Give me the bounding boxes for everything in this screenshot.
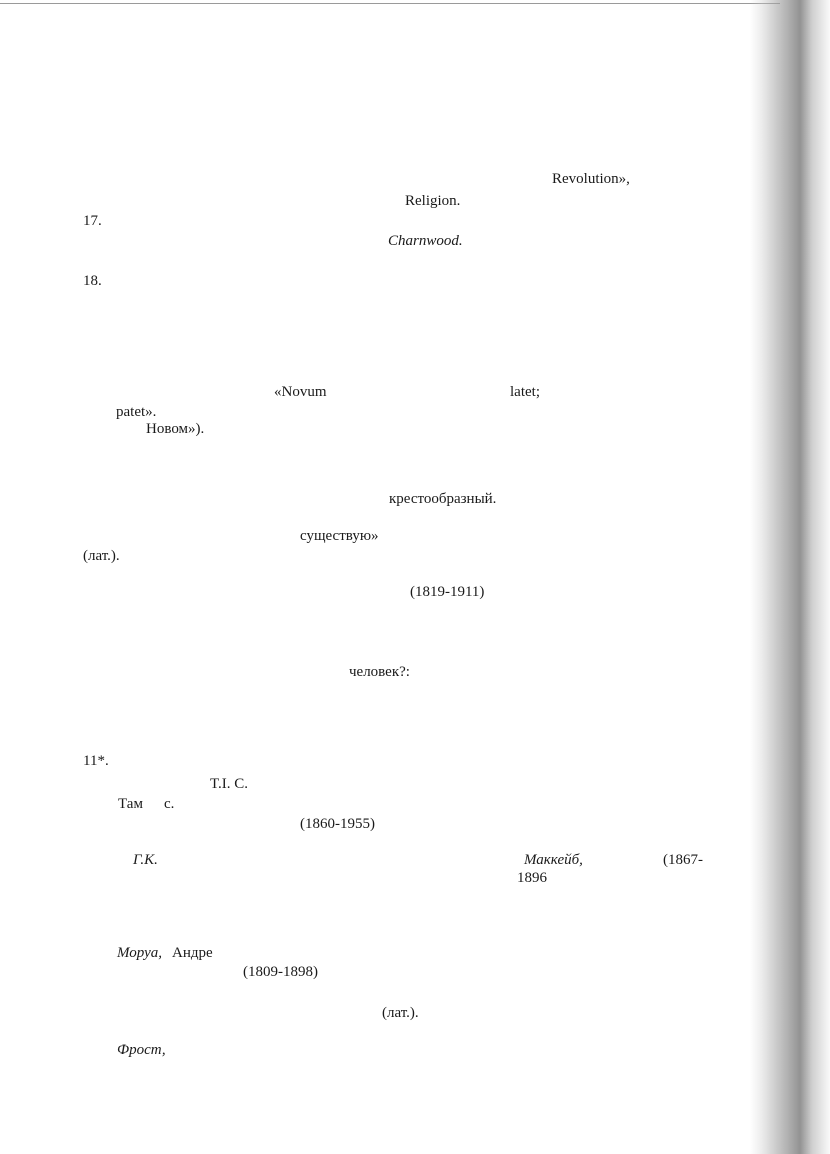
text-fragment: patet».: [116, 404, 157, 420]
text-fragment: крестообразный.: [389, 491, 497, 507]
text-fragment: (1809-1898): [243, 964, 318, 980]
text-fragment: Новом»).: [146, 421, 205, 437]
note-number: 11*.: [83, 753, 109, 769]
text-fragment: latet;: [510, 384, 540, 400]
text-fragment: (1867-: [663, 852, 703, 868]
text-fragment: Г.К.: [133, 852, 158, 868]
note-number: 17.: [83, 213, 102, 229]
text-fragment: Маккейб,: [524, 852, 583, 868]
text-fragment: Андре: [172, 945, 213, 961]
book-spine-shadow: [750, 0, 830, 1154]
text-fragment: (лат.).: [382, 1005, 419, 1021]
text-fragment: 1896: [517, 870, 547, 886]
text-fragment: (1860-1955): [300, 816, 375, 832]
text-fragment: (лат.).: [83, 548, 120, 564]
text-fragment: (1819-1911): [410, 584, 485, 600]
text-fragment: Там: [118, 796, 143, 812]
top-rule: [0, 3, 780, 4]
note-number: 18.: [83, 273, 102, 289]
text-fragment: T.I. C.: [210, 776, 249, 792]
text-fragment: с.: [164, 796, 175, 812]
text-fragment: существую»: [300, 528, 379, 544]
text-fragment: человек?:: [349, 664, 410, 680]
text-fragment: «Novum: [274, 384, 327, 400]
text-fragment: Моруа,: [117, 945, 162, 961]
text-fragment: Revolution»,: [552, 171, 630, 187]
text-fragment: Charnwood.: [388, 233, 463, 249]
text-fragment: Фрост,: [117, 1042, 166, 1058]
text-fragment: Religion.: [405, 193, 461, 209]
